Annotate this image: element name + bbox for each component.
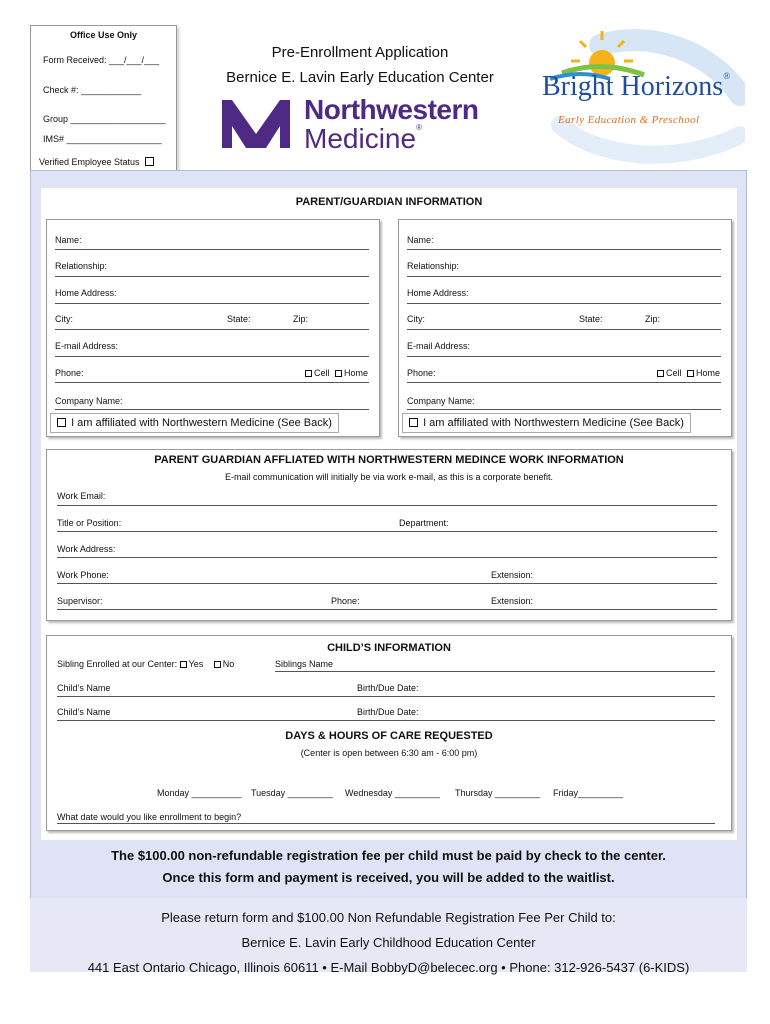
parent1-company-input[interactable] xyxy=(55,409,369,410)
parent2-email-input[interactable] xyxy=(407,356,721,357)
return-line2: Bernice E. Lavin Early Childhood Education Center xyxy=(241,935,536,950)
parent1-affiliated-checkbox-icon[interactable] xyxy=(57,418,66,427)
siblings-name-input[interactable] xyxy=(275,671,715,672)
bright-horizons-logo xyxy=(540,25,745,165)
nm-monogram-icon xyxy=(222,96,290,152)
title-position-label: Title or Position: xyxy=(57,518,122,528)
sibling-yes-label: Yes xyxy=(188,659,204,669)
ims-field[interactable]: IMS# ___________________ xyxy=(43,134,162,144)
parent1-home-address-input[interactable] xyxy=(55,303,369,304)
verified-employee-status[interactable] xyxy=(39,157,156,167)
parent2-home-checkbox-icon[interactable] xyxy=(687,370,694,377)
department-label: Department: xyxy=(399,518,449,528)
work-address-input[interactable] xyxy=(57,557,717,558)
work-info-note: E-mail communication will initially be via work e-mail, as this is a corporate benefit. xyxy=(224,472,554,482)
fee-line1: The $100.00 non-refundable registration fee per child must be paid by check to the center. xyxy=(111,848,666,863)
parent1-name-input[interactable] xyxy=(55,249,369,250)
nm-logo-line1: Northwestern xyxy=(304,94,479,125)
wednesday-field[interactable]: Wednesday _________ xyxy=(345,788,440,798)
work-extension-label: Extension: xyxy=(491,570,534,580)
parent2-relationship-label: Relationship: xyxy=(407,261,460,271)
work-email-label: Work Email: xyxy=(57,491,106,501)
parent-section-title: PARENT/GUARDIAN INFORMATION xyxy=(295,196,483,208)
parent2-affiliated-checkbox-icon[interactable] xyxy=(409,418,418,427)
monday-field[interactable]: Monday __________ xyxy=(157,788,242,798)
northwestern-medicine-logo xyxy=(222,96,502,152)
nm-logo-registered-mark: ® xyxy=(416,123,422,132)
parent2-state-label: State: xyxy=(579,314,603,324)
work-phone-input[interactable] xyxy=(57,583,717,584)
parent2-affiliated-label: I am affiliated with Northwestern Medicine (See Back) xyxy=(423,417,684,429)
parent1-affiliated-label: I am affiliated with Northwestern Medicine (See Back) xyxy=(71,417,332,429)
parent1-home-checkbox-icon[interactable] xyxy=(335,370,342,377)
parent1-company-label: Company Name: xyxy=(55,396,123,406)
return-line3: 441 East Ontario Chicago, Illinois 60611 • E-Mail BobbyD@belecec.org • Phone: 312-926-5437 (6-KIDS) xyxy=(87,960,690,975)
group-field[interactable]: Group ___________________ xyxy=(43,114,166,124)
work-info-box xyxy=(46,449,732,621)
supervisor-extension-label: Extension: xyxy=(491,596,534,606)
parent2-home-label: Home xyxy=(696,368,721,378)
child2-name-label: Child’s Name xyxy=(57,707,111,717)
parent2-city-state-zip-input[interactable] xyxy=(407,329,721,330)
enrollment-date-input[interactable] xyxy=(57,823,715,824)
check-number-field[interactable]: Check #: ____________ xyxy=(43,85,142,95)
bh-registered-mark: ® xyxy=(723,71,731,81)
parent2-phone-input[interactable] xyxy=(407,382,721,383)
verified-employee-label: Verified Employee Status xyxy=(39,157,140,167)
sibling-no-checkbox-icon[interactable] xyxy=(214,661,221,668)
verified-checkbox-icon[interactable] xyxy=(145,157,154,166)
form-received-field[interactable]: Form Received: ___/___/___ xyxy=(43,55,160,65)
supervisor-input[interactable] xyxy=(57,609,717,610)
parent1-affiliated-checkbox[interactable] xyxy=(50,413,339,433)
supervisor-phone-label: Phone: xyxy=(331,596,360,606)
office-use-title: Office Use Only xyxy=(69,30,138,40)
parent2-company-label: Company Name: xyxy=(407,396,475,406)
fee-line2: Once this form and payment is received, you will be added to the waitlist. xyxy=(162,870,615,885)
return-line1: Please return form and $100.00 Non Refundable Registration Fee Per Child to: xyxy=(161,910,616,925)
sibling-yes-checkbox-icon[interactable] xyxy=(180,661,187,668)
parent2-relationship-input[interactable] xyxy=(407,276,721,277)
child1-input[interactable] xyxy=(57,696,715,697)
parent1-name-label: Name: xyxy=(55,235,82,245)
parent2-zip-label: Zip: xyxy=(645,314,661,324)
office-use-box xyxy=(30,25,177,175)
child1-birth-label: Birth/Due Date: xyxy=(357,683,419,693)
bh-logo-text: Bright Horizons xyxy=(542,71,724,102)
siblings-name-label: Siblings Name xyxy=(275,659,334,669)
title-department-input[interactable] xyxy=(57,531,717,532)
parent1-zip-label: Zip: xyxy=(293,314,309,324)
days-hours-title: DAYS & HOURS OF CARE REQUESTED xyxy=(285,730,493,742)
parent1-city-state-zip-input[interactable] xyxy=(55,329,369,330)
parent2-affiliated-checkbox[interactable] xyxy=(402,413,691,433)
parent1-box xyxy=(46,219,380,437)
parent2-city-label: City: xyxy=(407,314,425,324)
work-address-label: Work Address: xyxy=(57,544,116,554)
bh-logo-tagline: Early Education & Preschool xyxy=(558,114,700,126)
parent2-name-input[interactable] xyxy=(407,249,721,250)
parent1-home-address-label: Home Address: xyxy=(55,288,117,298)
parent2-box xyxy=(398,219,732,437)
parent-section-title-wrap xyxy=(41,196,737,208)
child1-name-label: Child’s Name xyxy=(57,683,111,693)
thursday-field[interactable]: Thursday _________ xyxy=(455,788,541,798)
parent1-state-label: State: xyxy=(227,314,251,324)
sibling-enrolled[interactable] xyxy=(57,659,234,669)
days-hours-note: (Center is open between 6:30 am - 6:00 pm) xyxy=(300,748,478,758)
work-info-title: PARENT GUARDIAN AFFLIATED WITH NORTHWESTERN MEDINCE WORK INFORMATION xyxy=(154,454,624,466)
parent2-cell-checkbox-icon[interactable] xyxy=(657,370,664,377)
parent2-email-label: E-mail Address: xyxy=(407,341,471,351)
parent1-cell-label: Cell xyxy=(314,368,330,378)
parent2-home-address-input[interactable] xyxy=(407,303,721,304)
supervisor-label: Supervisor: xyxy=(57,596,103,606)
child-info-box xyxy=(46,635,732,831)
center-name: Bernice E. Lavin Early Education Center xyxy=(226,69,494,86)
parent2-company-input[interactable] xyxy=(407,409,721,410)
work-email-input[interactable] xyxy=(57,505,717,506)
tuesday-field[interactable]: Tuesday _________ xyxy=(251,788,333,798)
bh-logo-name xyxy=(542,71,730,103)
parent2-phone-label: Phone: xyxy=(407,368,436,378)
parent2-name-label: Name: xyxy=(407,235,434,245)
parent1-phone-label: Phone: xyxy=(55,368,84,378)
nm-logo-medicine: Medicine xyxy=(304,123,417,154)
parent2-cell-label: Cell xyxy=(666,368,682,378)
child-info-title: CHILD’S INFORMATION xyxy=(327,642,451,654)
enrollment-date-label: What date would you like enrollment to begin? xyxy=(57,812,242,822)
parent1-city-label: City: xyxy=(55,314,73,324)
parent1-phone-input[interactable] xyxy=(55,382,369,383)
friday-field[interactable]: Friday_________ xyxy=(553,788,624,798)
parent1-phone-type[interactable] xyxy=(305,368,368,378)
child2-birth-label: Birth/Due Date: xyxy=(357,707,419,717)
sibling-enrolled-label: Sibling Enrolled at our Center: xyxy=(57,659,178,669)
child2-input[interactable] xyxy=(57,720,715,721)
parent1-email-input[interactable] xyxy=(55,356,369,357)
parent2-phone-type[interactable] xyxy=(657,368,720,378)
parent1-cell-checkbox-icon[interactable] xyxy=(305,370,312,377)
parent2-home-address-label: Home Address: xyxy=(407,288,469,298)
parent1-home-label: Home xyxy=(344,368,369,378)
nm-logo-line2 xyxy=(304,123,422,155)
sibling-no-label: No xyxy=(222,659,235,669)
parent1-email-label: E-mail Address: xyxy=(55,341,119,351)
form-title: Pre-Enrollment Application xyxy=(271,44,449,61)
work-phone-label: Work Phone: xyxy=(57,570,109,580)
parent1-relationship-label: Relationship: xyxy=(55,261,108,271)
parent1-relationship-input[interactable] xyxy=(55,276,369,277)
